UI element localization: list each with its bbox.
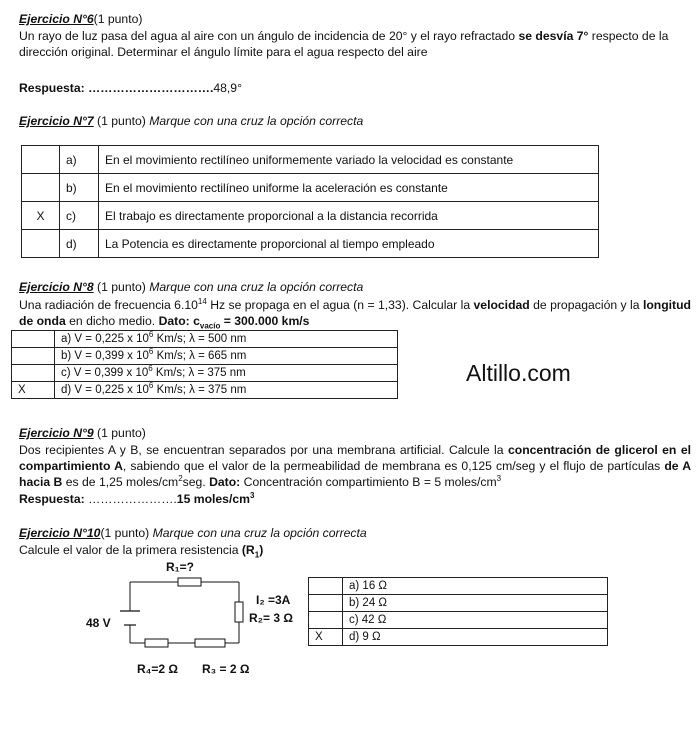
label-r2: R₂= 3 Ω	[249, 611, 293, 625]
answer-exponent: 3	[249, 490, 255, 500]
option-pre: a) V = 0,225 x 10	[61, 333, 149, 345]
mark-cell[interactable]: X	[12, 382, 55, 399]
exercise-8-points: (1 punto)	[93, 280, 150, 294]
exercise-6-header	[19, 11, 691, 27]
label-r1: R₁=?	[166, 560, 194, 574]
resistor-r2	[235, 602, 243, 622]
question-text: Calcule el valor de la primera resistencia	[19, 543, 242, 557]
exercise-7-header	[19, 113, 691, 129]
exercise-8-header	[19, 279, 691, 295]
exercise-8-text-4: en dicho medio.	[65, 314, 159, 328]
mark-cell[interactable]	[309, 612, 343, 629]
exercise-9-answer	[19, 491, 691, 507]
dato-value: = 300.000 km/s	[220, 314, 310, 328]
option-text: d) 9 Ω	[343, 629, 608, 646]
option-text: En el movimiento rectilíneo uniformemente variado la velocidad es constante	[99, 146, 599, 174]
exercise-6-statement	[19, 28, 691, 60]
exercise-10-title: Ejercicio N°10	[19, 526, 101, 540]
exercise-7-options-table	[21, 145, 599, 258]
mark-cell[interactable]	[12, 348, 55, 365]
exercise-7-instruction: Marque con una cruz la opción correcta	[149, 114, 364, 128]
label-r3: R₃ = 2 Ω	[202, 662, 250, 676]
option-row	[22, 230, 599, 258]
exercise-9-text-3: es de 1,25 moles/cm	[62, 475, 179, 489]
exercise-8-text: Una radiación de frecuencia 6.10	[19, 298, 198, 312]
option-row	[309, 578, 608, 595]
option-post: Km/s; λ = 500 nm	[153, 333, 247, 345]
answer-dots: ………………….	[84, 492, 177, 506]
question-bold: (R	[241, 543, 255, 557]
bold-direction: de A hacia B	[19, 459, 691, 489]
exercise-9-text: Dos recipientes A y B, se encuentran separados por una membrana artificial. Calcule la	[19, 443, 508, 457]
option-text: a) 16 Ω	[343, 578, 608, 595]
option-letter: a)	[60, 146, 99, 174]
option-row	[309, 612, 608, 629]
exercise-8-options-table	[11, 330, 398, 399]
option-row	[309, 629, 608, 646]
exercise-6-text: Un rayo de luz pasa del agua al aire con un ángulo de incidencia de 20° y el rayo refractado	[19, 29, 519, 43]
option-post: Km/s; λ = 665 nm	[153, 350, 247, 362]
mark-cell[interactable]: X	[309, 629, 343, 646]
bold-concentration: concentración de glicerol en el compartimiento A	[19, 443, 691, 473]
option-pre: c) V = 0,399 x 10	[61, 367, 149, 379]
exercise-6-bold: se desvía 7°	[518, 29, 589, 43]
option-text	[55, 348, 398, 365]
answer-value: 48,9°	[213, 81, 242, 95]
exercise-9-points: (1 punto)	[93, 426, 146, 440]
answer-value: 15 moles/cm	[176, 492, 250, 506]
option-row	[309, 595, 608, 612]
exercise-9-title: Ejercicio N°9	[19, 426, 94, 440]
option-text: b) 24 Ω	[343, 595, 608, 612]
option-pre: d) V = 0,225 x 10	[61, 384, 149, 396]
exercise-9-statement	[19, 442, 691, 490]
option-text	[55, 331, 398, 348]
option-exponent: 6	[148, 347, 154, 357]
exercise-8-text-3: de propagación y la	[529, 298, 643, 312]
option-letter: d)	[60, 230, 99, 258]
option-text	[55, 382, 398, 399]
label-r4: R₄=2 Ω	[137, 662, 179, 676]
exercise-10-header	[19, 525, 691, 541]
option-exponent: 6	[148, 381, 154, 391]
option-row	[12, 331, 398, 348]
answer-label: Respuesta:	[19, 492, 85, 506]
exercise-7-title: Ejercicio N°7	[19, 114, 94, 128]
label-voltage: 48 V	[86, 616, 111, 630]
option-text: En el movimiento rectilíneo uniforme la aceleración es constante	[99, 174, 599, 202]
mark-cell[interactable]	[12, 331, 55, 348]
exercise-8-statement	[19, 297, 691, 329]
resistor-r4	[145, 639, 168, 647]
battery-icon	[120, 611, 140, 625]
exercise-8-instruction: Marque con una cruz la opción correcta	[149, 280, 364, 294]
question-subscript: 1	[254, 550, 260, 560]
option-row	[12, 348, 398, 365]
bold-wavelength: longitud de onda	[19, 298, 691, 328]
option-text: La Potencia es directamente proporcional al tiempo empleado	[99, 230, 599, 258]
option-letter: b)	[60, 174, 99, 202]
exercise-9-header	[19, 425, 691, 441]
mark-cell[interactable]	[22, 174, 60, 202]
exercise-8-text-2: Hz se propaga en el agua (n = 1,33). Calcular la	[206, 298, 474, 312]
option-exponent: 6	[148, 364, 153, 374]
option-post: Km/s; λ = 375 nm	[152, 367, 246, 379]
mark-cell[interactable]	[309, 595, 343, 612]
resistor-r1	[178, 578, 201, 586]
mark-cell[interactable]	[22, 230, 60, 258]
option-exponent: 6	[148, 330, 154, 340]
answer-label: Respuesta: ………………………….	[19, 81, 214, 95]
mark-cell[interactable]: X	[22, 202, 60, 230]
dato-label: Dato:	[209, 475, 241, 489]
exercise-6-text-end: respecto de la dirección original. Determinar el ángulo límite para el agua respecto del aire	[19, 29, 669, 59]
label-i2: I₂ =3A	[256, 593, 291, 607]
option-post: Km/s; λ = 375 nm	[153, 384, 247, 396]
exercise-10-points: (1 punto)	[100, 526, 153, 540]
option-text: c) 42 Ω	[343, 612, 608, 629]
frequency-exponent: 14	[197, 296, 207, 306]
option-row	[12, 365, 398, 382]
option-row	[12, 382, 398, 399]
exercise-8-title: Ejercicio N°8	[19, 280, 94, 294]
exercise-6-points: (1 punto)	[93, 12, 143, 26]
question-end: )	[259, 543, 264, 557]
exercise-9-text-4: seg.	[182, 475, 210, 489]
option-text: El trabajo es directamente proporcional a la distancia recorrida	[99, 202, 599, 230]
option-pre: b) V = 0,399 x 10	[61, 350, 149, 362]
dato-subscript: vacío	[199, 321, 221, 331]
option-text	[55, 365, 398, 382]
exercise-7-points: (1 punto)	[93, 114, 150, 128]
mark-cell[interactable]	[309, 578, 343, 595]
option-row	[22, 202, 599, 230]
exercise-9-text-5: Concentración compartimiento B = 5 moles/cm	[240, 475, 497, 489]
option-letter: c)	[60, 202, 99, 230]
exercise-6-answer	[19, 80, 691, 96]
mark-cell[interactable]	[22, 146, 60, 174]
circuit-diagram	[0, 555, 320, 685]
watermark-logo: Altillo.com	[466, 360, 571, 386]
option-row	[22, 174, 599, 202]
resistor-r3	[195, 639, 225, 647]
option-row	[22, 146, 599, 174]
exercise-10-options-table	[308, 577, 608, 646]
exercise-6-title: Ejercicio N°6	[19, 12, 94, 26]
bold-velocity: velocidad	[473, 298, 530, 312]
mark-cell[interactable]	[12, 365, 55, 382]
exercise-9-text-2: , sabiendo que el valor de la permeabilidad de membrana es 0,125 cm/seg y el flujo de partículas	[122, 459, 665, 473]
unit-exponent: 2	[178, 473, 183, 483]
dato-label: Dato: c	[158, 314, 200, 328]
unit-exponent-2: 3	[496, 473, 502, 483]
exercise-10-instruction: Marque con una cruz la opción correcta	[152, 526, 367, 540]
